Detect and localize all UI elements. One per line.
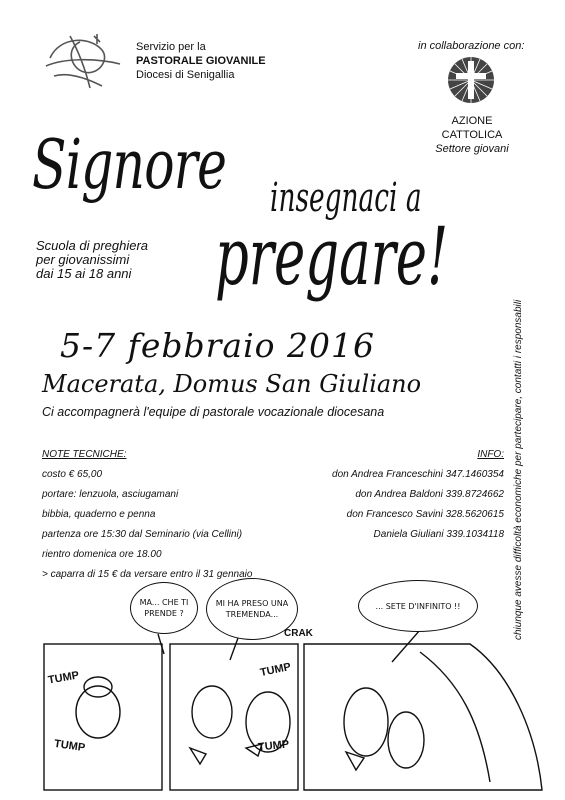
title-signore: Signore	[32, 126, 227, 205]
organizer-block	[136, 40, 266, 82]
school-line-3: dai 15 ai 18 anni	[36, 266, 132, 281]
org-line-1: Servizio per la	[136, 41, 206, 53]
note-line: portare: lenzuola, asciugamani	[42, 489, 179, 500]
info-contacts	[300, 445, 504, 545]
school-description	[36, 239, 148, 281]
school-line-1: Scuola di preghiera	[36, 238, 149, 253]
event-place: Macerata, Domus San Giuliano	[42, 370, 422, 398]
note-line: costo € 65,00	[42, 469, 103, 480]
org-line-2: PASTORALE GIOVANILE	[136, 55, 266, 67]
note-line: partenza ore 15:30 dal Seminario (via Cellini)	[42, 529, 243, 540]
sfx-tump-3: TUMP	[259, 660, 293, 680]
school-line-2: per giovanissimi	[36, 252, 130, 267]
title-pregare: pregare!	[215, 210, 449, 303]
vertical-note-text: chiunque avesse difficoltà economiche per partecipare, contatti i responsabili	[513, 299, 524, 640]
contact-line: Daniela Giuliani 339.1034118	[373, 529, 504, 540]
speech-bubble-1: MA... CHE TI PRENDE ?	[130, 582, 198, 634]
pastorale-giovanile-logo	[40, 28, 128, 90]
info-header: INFO:	[477, 449, 504, 460]
sfx-tump-2: TUMP	[53, 737, 86, 755]
contact-line: don Andrea Franceschini 347.1460354	[332, 469, 504, 480]
org-line-3: Diocesi di Senigallia	[136, 69, 235, 81]
title-insegnaci: insegnaci a	[270, 175, 422, 221]
contact-line: don Francesco Savini 328.5620615	[346, 509, 504, 520]
ac-name: AZIONE CATTOLICA	[441, 115, 503, 141]
azione-cattolica-block	[420, 114, 524, 156]
speech-bubble-2: MI HA PRESO UNA TREMENDA...	[206, 578, 298, 640]
note-line: bibbia, quaderno e penna	[42, 509, 156, 520]
note-line: > caparra di 15 € da versare entro il 31 gennaio	[42, 569, 253, 580]
speech-bubble-3: ... SETE D'INFINITO !!	[358, 580, 478, 632]
contact-line: don Andrea Baldoni 339.8724662	[355, 489, 504, 500]
ac-sub: Settore giovani	[435, 143, 509, 155]
event-date: 5-7 febbraio 2016	[60, 326, 375, 365]
sfx-tump-4: TUMP	[257, 738, 290, 754]
technical-notes	[42, 445, 342, 585]
comic-strip	[40, 572, 548, 792]
event-equipe: Ci accompagnerà l'equipe di pastorale vocazionale diocesana	[42, 405, 385, 419]
collaboration-label: in collaborazione con:	[418, 40, 525, 52]
azione-cattolica-logo	[446, 55, 496, 105]
notes-header: NOTE TECNICHE:	[42, 449, 127, 460]
note-line: rientro domenica ore 18.00	[42, 549, 162, 560]
sfx-crak: CRAK	[284, 628, 313, 639]
sfx-tump-1: TUMP	[47, 669, 80, 687]
